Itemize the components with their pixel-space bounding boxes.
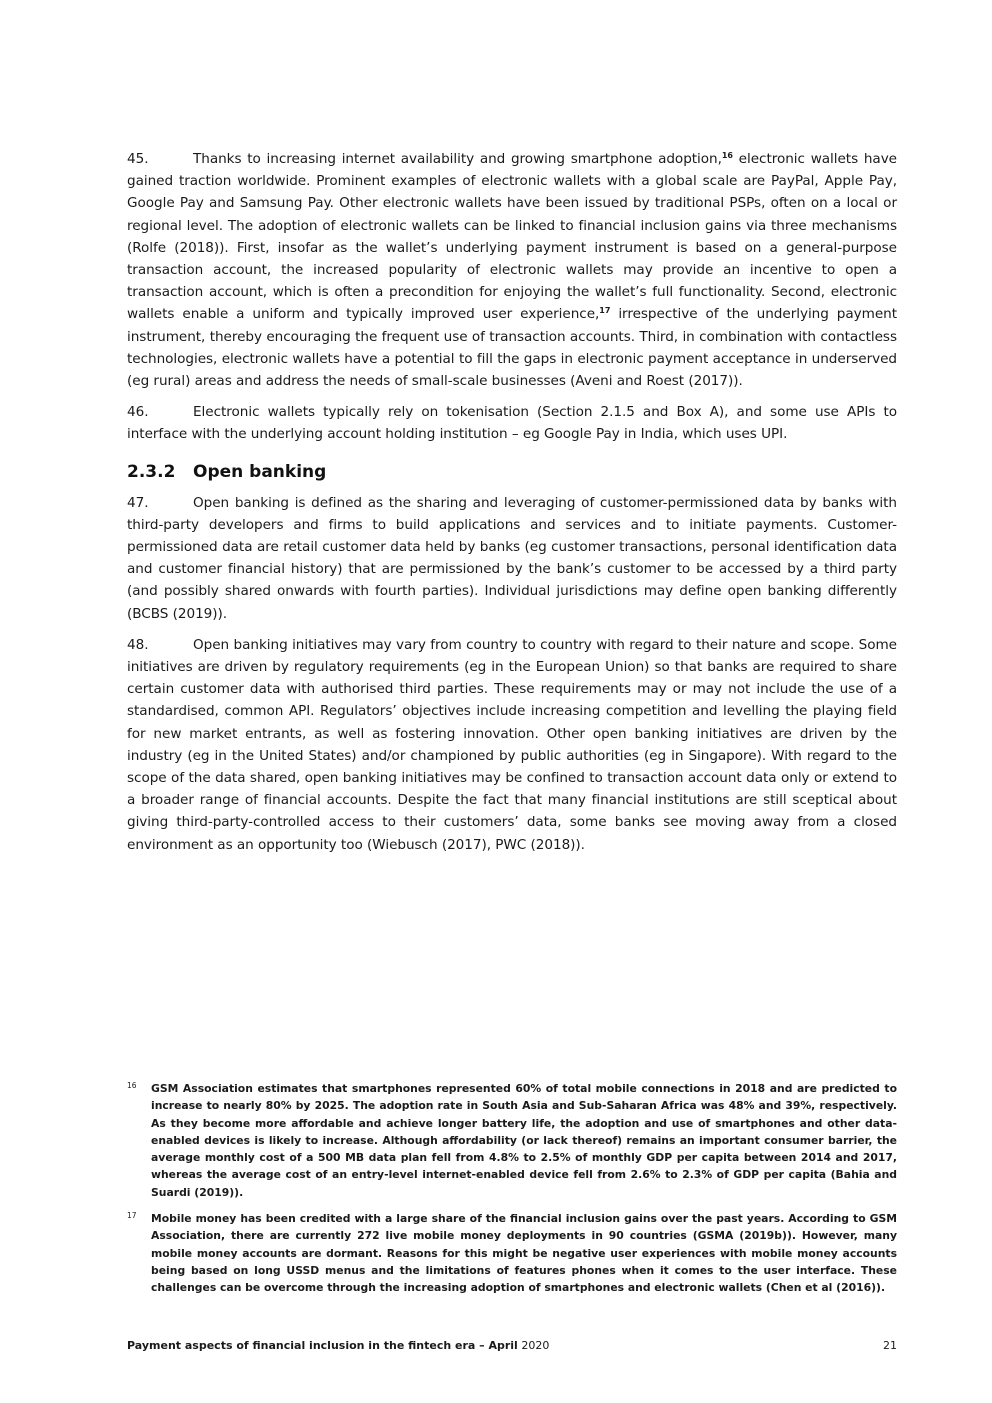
paragraph-text: electronic wallets have gained traction worldwide. Prominent examples of electronic wallets with a global scale are PayPal, Apple Pay, Google Pay and Samsung Pay. Other electronic wallets have been issued by traditional PSPs, often on a local or regional level. The adoption of electronic wallets can be linked to financial inclusion gains via three mechanisms (Rolfe (2018)). First, insofar as the wallet’s underlying payment instrument is based on a general-purpose transaction account, the increased popularity of electronic wallets may provide an incentive to open a transaction account, which is often a precondition for enjoying the wallet’s full functionality. Second, electronic wallets enable a uniform and typically improved user experience,: [127, 151, 898, 323]
page-number: 21: [883, 1339, 897, 1352]
paragraph-text: Open banking is defined as the sharing and leveraging of customer-permissioned data by banks with third-party developers and firms to build applications and services and to initiate payments. Customer-permissioned data are retail customer data held by banks (eg customer transactions, personal identification data and customer financial history) that are permissioned by the bank’s customer to be accessed by a third party (and possibly shared onwards with fourth parties). Individual jurisdictions may define open banking differently (BCBS (2019)).: [127, 494, 897, 622]
footnote-ref-17[interactable]: 17: [599, 306, 611, 316]
paragraph-48: [127, 634, 897, 856]
footnote-ref-16[interactable]: 16: [721, 151, 733, 160]
paragraph-number: 46.: [127, 404, 149, 421]
footnote-mark: 17: [127, 1211, 137, 1221]
paragraph-46: [127, 401, 897, 445]
footnotes: [127, 1080, 897, 1306]
main-content: [127, 148, 897, 865]
paragraph-text: Thanks to increasing internet availability and growing smartphone adoption,: [193, 151, 722, 167]
paragraph-47: [127, 492, 897, 625]
paragraph-text: Open banking initiatives may vary from country to country with regard to their nature and scope. Some initiatives are driven by regulatory requirements (eg in the European Union) so that banks are required to share certain customer data with authorised third parties. These requirements may or may not include the use of a standardised, common API. Regulators’ objectives include increasing competition and levelling the playing field for new market entrants, as well as fostering innovation. Other open banking initiatives are driven by the industry (eg in the United States) and/or championed by public authorities (eg in Singapore). With regard to the scope of the data shared, open banking initiatives may be confined to transaction account data only or extend to a broader range of financial accounts. Despite the fact that many financial institutions are still sceptical about giving third-party-controlled access to their customers’ data, some banks see moving away from a closed environment as an opportunity too (Wiebusch (2017), PWC (2018)).: [127, 636, 897, 853]
paragraph-text: irrespective of the underlying payment instrument, thereby encouraging the frequent use of transaction accounts. Third, in combination with contactless technologies, electronic wallets have a potential to fill the gaps in electronic payment acceptance in underserved (eg rural) areas and address the needs of small-scale businesses (Aveni and Roest (2017)).: [127, 306, 898, 390]
paragraph-number: 45.: [127, 151, 149, 167]
footnote-16: [127, 1080, 897, 1201]
paragraph-number: 47.: [127, 494, 149, 511]
footer-year: 2020: [521, 1339, 550, 1352]
footnote-17: [127, 1210, 897, 1296]
footnote-text: Mobile money has been credited with a large share of the financial inclusion gains over the past years. According to GSM Association, there are currently 272 live mobile money deployments in 90 countries (GSMA (2019b)). However, many mobile money accounts are dormant. Reasons for this might be negative user experiences with mobile money accounts being based on long USSD menus and the limitations of features phones when it comes to the user interface. These challenges can be overcome through the increasing adoption of smartphones and electronic wallets (Chen et al (2016)).: [151, 1212, 897, 1295]
footnote-mark: 16: [127, 1081, 137, 1090]
paragraph-text: Electronic wallets typically rely on tokenisation (Section 2.1.5 and Box A), and some use APIs to interface with the underlying account holding institution – eg Google Pay in India, which uses UPI.: [127, 404, 897, 443]
page-footer: [127, 1338, 897, 1354]
paragraph-number: 48.: [127, 636, 149, 653]
section-number: 2.3.2: [127, 461, 176, 482]
section-heading: [127, 460, 897, 484]
section-title: Open banking: [193, 461, 327, 482]
paragraph-45: [127, 148, 897, 392]
footer-title: Payment aspects of financial inclusion in the fintech era – April: [127, 1339, 518, 1352]
footnote-text: GSM Association estimates that smartphones represented 60% of total mobile connections in 2018 and are predicted to increase to nearly 80% by 2025. The adoption rate in South Asia and Sub-Saharan Africa was 48% and 39%, respectively. As they become more affordable and achieve longer battery life, the adoption and use of smartphones and other data-enabled devices is likely to increase. Although affordability (or lack thereof) remains an important consumer barrier, the average monthly cost of a 500 MB data plan fell from 4.8% to 2.5% of monthly GDP per capita between 2014 and 2017, whereas the average cost of an entry-level internet-enabled device fell from 2.6% to 2.3% of GDP per capita (Bahia and Suardi (2019)).: [151, 1082, 897, 1199]
